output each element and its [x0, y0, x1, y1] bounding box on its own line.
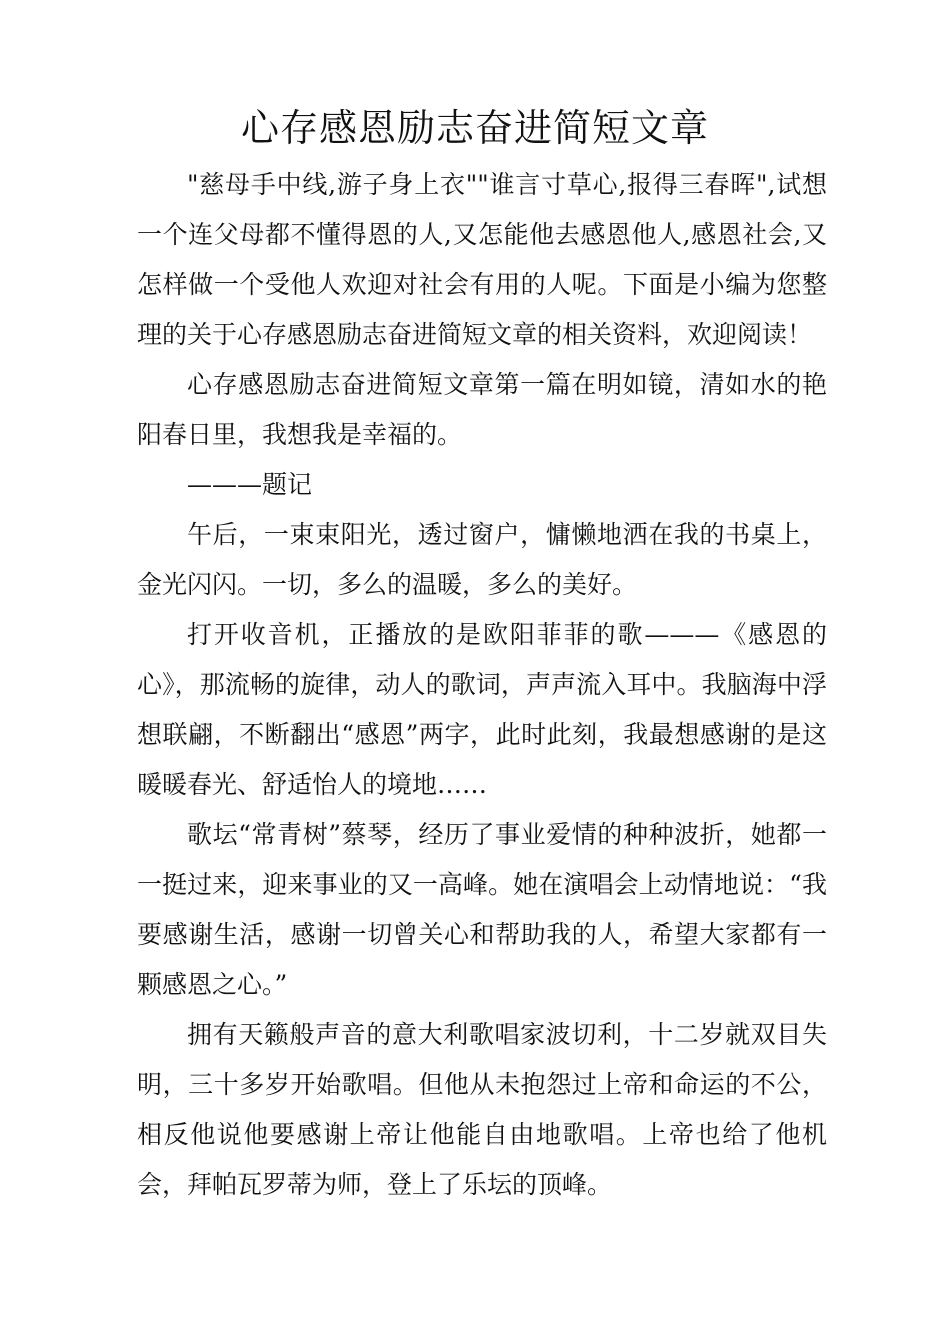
paragraph-intro: "慈母手中线,游子身上衣""谁言寸草心,报得三春晖",试想一个连父母都不懂得恩的人,又怎能他去感恩他人,感恩社会,又怎样做一个受他人欢迎对社会有用的人呢。下面是小编为您整理的关于心存感恩励志奋进简短文章的相关资料，欢迎阅读！ — [137, 170, 827, 349]
paragraph-cai-qin: 歌坛“常青树”蔡琴，经历了事业爱情的种种波折，她都一一挺过来，迎来事业的又一高峰。她在演唱会上动情地说：“我要感谢生活，感谢一切曾关心和帮助我的人，希望大家都有一颗感恩之心。” — [137, 820, 827, 999]
paragraph-radio: 打开收音机，正播放的是欧阳菲菲的歌———《感恩的心》，那流畅的旋律，动人的歌词，声声流入耳中。我脑海中浮想联翩，不断翻出“感恩”两字，此时此刻，我最想感谢的是这暖暖春光、舒适怡人的境地…… — [137, 620, 827, 799]
document-title: 心存感恩励志奋进简短文章 — [240, 106, 709, 150]
paragraph-bocelli: 拥有天籁般声音的意大利歌唱家波切利，十二岁就双目失明，三十多岁开始歌唱。但他从未抱怨过上帝和命运的不公，相反他说他要感谢上帝让他能自由地歌唱。上帝也给了他机会，拜帕瓦罗蒂为师，登上了乐坛的顶峰。 — [137, 1020, 827, 1199]
paragraph-first-article: 心存感恩励志奋进简短文章第一篇在明如镜，清如水的艳阳春日里，我想我是幸福的。 — [137, 370, 827, 449]
document-body — [137, 160, 827, 1210]
paragraph-epigraph: ———题记 — [187, 470, 313, 499]
paragraph-afternoon: 午后，一束束阳光，透过窗户，慵懒地洒在我的书桌上，金光闪闪。一切，多么的温暖，多么的美好。 — [137, 520, 827, 599]
